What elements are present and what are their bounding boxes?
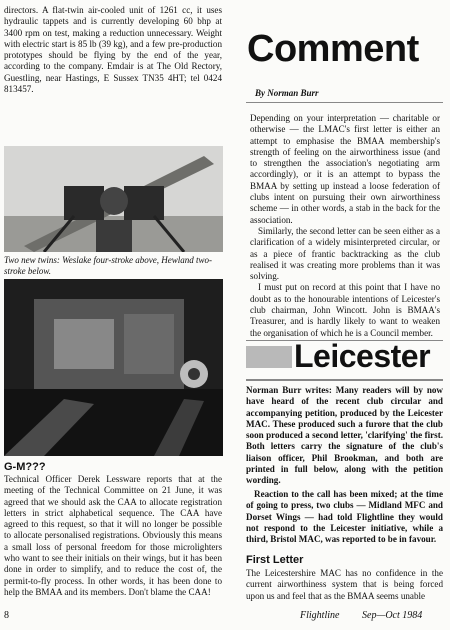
first-letter-text: The Leicestershire MAC has no confidence in the current airworthiness system that is being forced upon us and feel that as the BMAA seems unable	[246, 568, 443, 601]
photo-caption	[4, 255, 222, 277]
leicester-reaction	[246, 489, 443, 545]
leicester-rule	[246, 346, 292, 368]
leicester-headline: Leicester	[294, 338, 431, 374]
caption-text: Two new twins: Weslake four-stroke above, Hewland two-stroke below.	[4, 255, 212, 276]
magazine-name: Flightline	[300, 610, 340, 621]
gm-section-title: G-M???	[4, 461, 46, 473]
first-letter-heading: First Letter	[246, 554, 304, 566]
page-number: 8	[4, 610, 9, 621]
hewland-engine-photo	[4, 279, 223, 456]
leicester-intro-text: Norman Burr writes: Many readers will by now have heard of the recent club circular and accompanying petition, produced by the Leicester MAC. These produced such a furore that the club soon produced a second letter, 'clarifying' the first. Both letters carry the signature of the club's liaison officer, Phil Brookman, and both are printed in full below, along with the petition wording.	[246, 385, 443, 486]
first-letter-paragraph	[246, 568, 443, 602]
gm-text: Technical Officer Derek Lessware reports that at the meeting of the Technical Committee on 21 June, it was agreed that we should ask the CAA to allocate registration letters in strict alphabetical sequence. The CAA have agreed to this request, so that it will no longer be possible to allocate personalised registrations. Obviously this means a small loss of personal freedom for those microlighters who want to see their initials on their wings, but it has been done in order to simplify, and to reduce the cost of, the permit-to-fly process. In other words, it has been done to help the BMAA and its members. Don't blame the CAA!	[4, 474, 222, 597]
comment-paragraph: I must put on record at this point that I have no doubt as to the honourable intentions of Leicester's club chairman, John Wincott. John is BMAA's Treasurer, and is hardly likely to want to weaken the organisation of which he is a Council member.	[250, 282, 440, 338]
issue-date: Sep—Oct 1984	[362, 610, 423, 621]
comment-headline: Comment	[247, 28, 419, 70]
leicester-underline	[246, 379, 443, 381]
comment-body	[250, 113, 440, 339]
emdair-paragraph	[4, 5, 222, 95]
comment-byline: By Norman Burr	[255, 88, 319, 98]
emdair-text: directors. A flat-twin air-cooled unit of 1261 cc, it uses hydraulic tappets and is currently developing 60 bhp at 3400 rpm on test, making a reduction unnecessary. Weight with electric start is 85 lb (39 kg), and a few pre-production prototypes should be flying by the end of the year, according to the company. Emdair is at The Old Rectory, Guestling, near Hastings, E Sussex TN35 4HT; tel 0424 813457.	[4, 5, 222, 95]
leicester-reaction-text: Reaction to the call has been mixed; at the time of going to press, two clubs — Midland MFC and Dorset Wings — had told Flightline they would not respond to the Leicester initiative, while a third, Bristol MAC, was reported to be in favour.	[246, 489, 443, 545]
comment-paragraph: Depending on your interpretation — charitable or otherwise — the LMAC's first letter is either an attempt to emphasise the BMAA membership's strength of feeling on the airworthiness issue (and to strengthen the association's negotiating arm accordingly), or it is an attempt to bypass the BMAA by setting up instead a loose federation of clubs intent on pursuing their own airworthiness scheme — in other words, a stab in the back for the association.	[250, 113, 440, 225]
gm-paragraph	[4, 474, 222, 598]
comment-paragraph: Similarly, the second letter can be seen either as a clarification of a widely misinterpreted circular, or as a piece of frantic backtracking as the club realised it was creating more problems than it was solving.	[250, 225, 440, 282]
leicester-intro	[246, 385, 443, 487]
weslake-engine-photo	[4, 146, 223, 252]
